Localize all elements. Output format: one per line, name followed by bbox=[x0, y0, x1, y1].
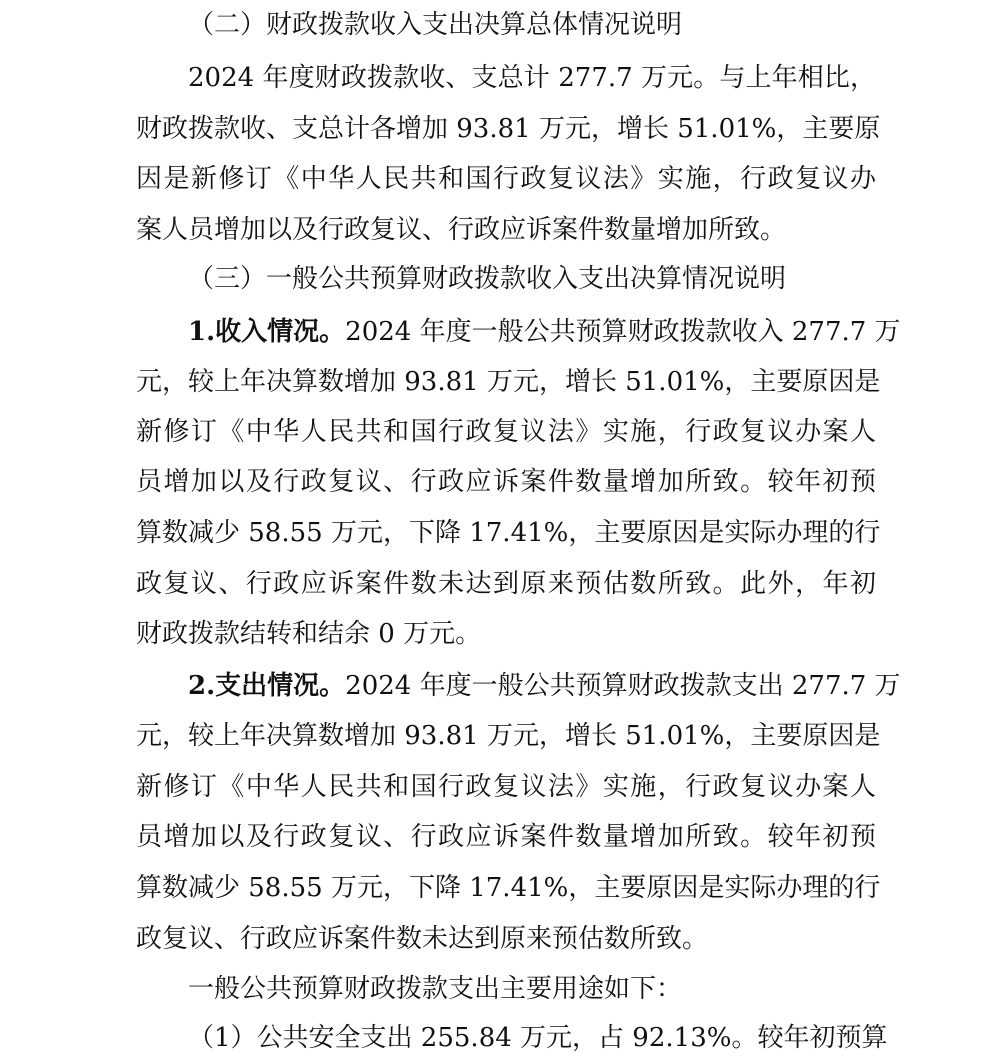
paragraph-line: 2024 年度财政拨款收、支总计 277.7 万元。与上年相比， bbox=[188, 63, 876, 93]
income-first-text: 2024 年度一般公共预算财政拨款收入 277.7 万 bbox=[345, 317, 901, 347]
paragraph-line: 政复议、行政应诉案件数未达到原来预估数所致。 bbox=[136, 924, 709, 954]
income-first-line bbox=[188, 315, 901, 349]
section-heading-3: （三）一般公共预算财政拨款收入支出决算情况说明 bbox=[188, 264, 787, 294]
expense-first-text: 2024 年度一般公共预算财政拨款支出 277.7 万 bbox=[345, 671, 901, 701]
expense-label: 2.支出情况。 bbox=[188, 671, 346, 701]
paragraph-line: 新修订《中华人民共和国行政复议法》实施，行政复议办案人 bbox=[136, 772, 876, 802]
paragraph-line: 政复议、行政应诉案件数未达到原来预估数所致。此外，年初 bbox=[136, 569, 876, 599]
income-label: 1.收入情况。 bbox=[188, 317, 346, 347]
paragraph-line: 元，较上年决算数增加 93.81 万元，增长 51.01%，主要原因是 bbox=[136, 721, 881, 751]
usage-intro: 一般公共预算财政拨款支出主要用途如下： bbox=[188, 974, 683, 1004]
paragraph-line: 员增加以及行政复议、行政应诉案件数量增加所致。较年初预 bbox=[136, 467, 876, 497]
paragraph-line: 元，较上年决算数增加 93.81 万元，增长 51.01%，主要原因是 bbox=[136, 367, 881, 397]
paragraph-line: 财政拨款收、支总计各增加 93.81 万元，增长 51.01%，主要原 bbox=[136, 114, 881, 144]
expense-first-line bbox=[188, 669, 901, 703]
paragraph-line: 因是新修订《中华人民共和国行政复议法》实施，行政复议办 bbox=[136, 164, 876, 194]
paragraph-line: 算数减少 58.55 万元，下降 17.41%，主要原因是实际办理的行 bbox=[136, 518, 881, 548]
section-heading-2: （二）财政拨款收入支出决算总体情况说明 bbox=[188, 10, 683, 40]
paragraph-line: 案人员增加以及行政复议、行政应诉案件数量增加所致。 bbox=[136, 215, 787, 245]
paragraph-line: 新修订《中华人民共和国行政复议法》实施，行政复议办案人 bbox=[136, 417, 876, 447]
paragraph-line: 财政拨款结转和结余 0 万元。 bbox=[136, 619, 482, 649]
paragraph-line: 算数减少 58.55 万元，下降 17.41%，主要原因是实际办理的行 bbox=[136, 873, 881, 903]
usage-item-1: （1）公共安全支出 255.84 万元，占 92.13%。较年初预算 bbox=[188, 1023, 888, 1053]
paragraph-line: 员增加以及行政复议、行政应诉案件数量增加所致。较年初预 bbox=[136, 822, 876, 852]
